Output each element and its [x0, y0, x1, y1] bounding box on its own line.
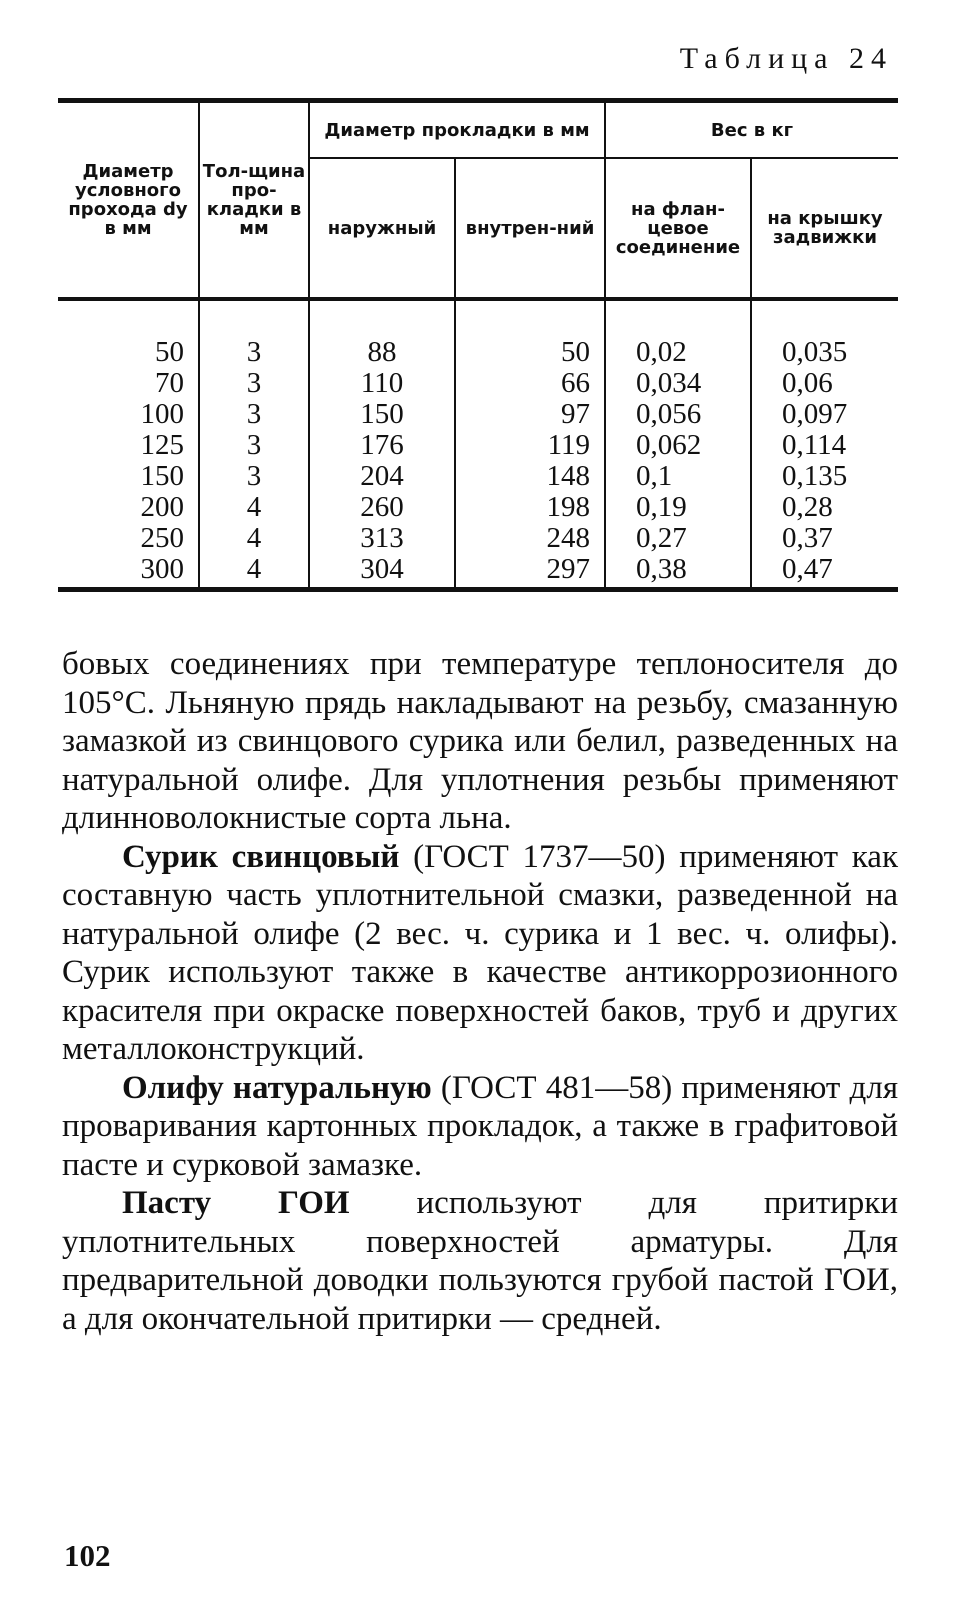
paragraph-2 [62, 838, 898, 1069]
table-row [58, 368, 898, 399]
paragraph-4-text: используют для притирки уплотнительных поверхностей арматуры. Для предварительной доводки пользуются грубой пастой ГОИ, а для окончательной притирки — средней. [62, 1185, 898, 1337]
cell-lid: 0,035 [751, 299, 898, 368]
cell-outer: 313 [309, 523, 455, 554]
cell-lid: 0,114 [751, 430, 898, 461]
cell-flange: 0,19 [605, 492, 751, 523]
cell-diameter: 100 [140, 398, 184, 430]
paragraph-1: бовых соединениях при температуре теплоносителя до 105°С. Льняную прядь накладывают на резьбу, смазанную замазкой из свинцового сурика или белил, разведенных на натуральной олифе. Для уплотнения резьбы применяют длинноволокнистые сорта льна. [62, 646, 898, 836]
cell-outer: 150 [309, 399, 455, 430]
table-row [58, 523, 898, 554]
cell-diameter: 125 [140, 429, 184, 461]
paragraph-4 [62, 1184, 898, 1338]
table-row [58, 430, 898, 461]
gasket-data-table [58, 98, 898, 592]
cell-inner: 198 [455, 492, 605, 523]
cell-thickness: 3 [199, 399, 309, 430]
cell-thickness: 4 [199, 523, 309, 554]
table-row [58, 299, 898, 368]
cell-lid: 0,097 [751, 399, 898, 430]
page-number: 102 [64, 1538, 111, 1573]
gasket-table [58, 98, 898, 592]
cell-flange: 0,27 [605, 523, 751, 554]
header-thickness: Тол-щина про-кладки в мм [199, 101, 309, 300]
header-flange: на флан-цевое соединение [605, 158, 751, 299]
cell-outer: 260 [309, 492, 455, 523]
table-row [58, 554, 898, 590]
cell-outer: 110 [309, 368, 455, 399]
cell-lid: 0,135 [751, 461, 898, 492]
cell-inner: 97 [455, 399, 605, 430]
cell-diameter: 50 [155, 336, 184, 368]
cell-inner: 297 [455, 554, 605, 590]
table-caption: Таблица 24 [679, 42, 893, 75]
table-body [58, 299, 898, 590]
header-lid: на крышку задвижки [751, 158, 898, 299]
cell-lid: 0,06 [751, 368, 898, 399]
cell-inner: 248 [455, 523, 605, 554]
cell-diameter: 300 [58, 554, 199, 590]
table-row [58, 492, 898, 523]
cell-inner: 148 [455, 461, 605, 492]
cell-flange: 0,034 [605, 368, 751, 399]
term-surik: Сурик свинцовый [122, 838, 400, 875]
cell-inner: 119 [455, 430, 605, 461]
cell-diameter: 250 [140, 522, 184, 554]
cell-lid: 0,37 [751, 523, 898, 554]
cell-inner: 66 [455, 368, 605, 399]
cell-inner: 50 [455, 299, 605, 368]
paragraph-3 [62, 1069, 898, 1185]
header-weight: Вес в кг [605, 101, 898, 159]
cell-flange: 0,062 [605, 430, 751, 461]
cell-diameter: 70 [155, 367, 184, 399]
header-inner: внутрен-ний [455, 158, 605, 299]
paragraph-2-text: (ГОСТ 1737—50) применяют как составную часть уплотнительной смазки, разведенной на натуральной олифе (2 вес. ч. сурика и 1 вес. ч. олифы). Сурик используют также в качестве антикоррозионного красителя при окраске поверхностей баков, труб и других металлоконструкций. [62, 838, 898, 1067]
cell-flange: 0,1 [605, 461, 751, 492]
header-gasket-diameter: Диаметр прокладки в мм [309, 101, 605, 159]
paragraph-3-text: (ГОСТ 481—58) применяют для проваривания картонных прокладок, а также в графитовой пасте и сурковой замазке. [62, 1069, 898, 1183]
cell-diameter: 200 [140, 491, 184, 523]
cell-thickness: 3 [199, 299, 309, 368]
cell-outer: 176 [309, 430, 455, 461]
cell-thickness: 3 [199, 430, 309, 461]
cell-thickness: 3 [199, 368, 309, 399]
cell-thickness: 3 [199, 461, 309, 492]
cell-thickness: 4 [199, 492, 309, 523]
cell-flange: 0,38 [605, 554, 751, 590]
cell-diameter: 150 [140, 460, 184, 492]
cell-lid: 0,28 [751, 492, 898, 523]
term-pasta-goi: Пасту ГОИ [122, 1185, 350, 1221]
body-text [62, 645, 898, 1338]
cell-thickness: 4 [199, 554, 309, 590]
cell-outer: 304 [309, 554, 455, 590]
cell-outer: 204 [309, 461, 455, 492]
cell-flange: 0,056 [605, 399, 751, 430]
table-row [58, 461, 898, 492]
table-row [58, 399, 898, 430]
header-diameter: Диаметр условного прохода dу в мм [58, 101, 199, 300]
term-olifa: Олифу натуральную [122, 1069, 432, 1106]
cell-flange: 0,02 [605, 299, 751, 368]
cell-outer: 88 [309, 299, 455, 368]
cell-lid: 0,47 [751, 554, 898, 590]
header-outer: наружный [309, 158, 455, 299]
